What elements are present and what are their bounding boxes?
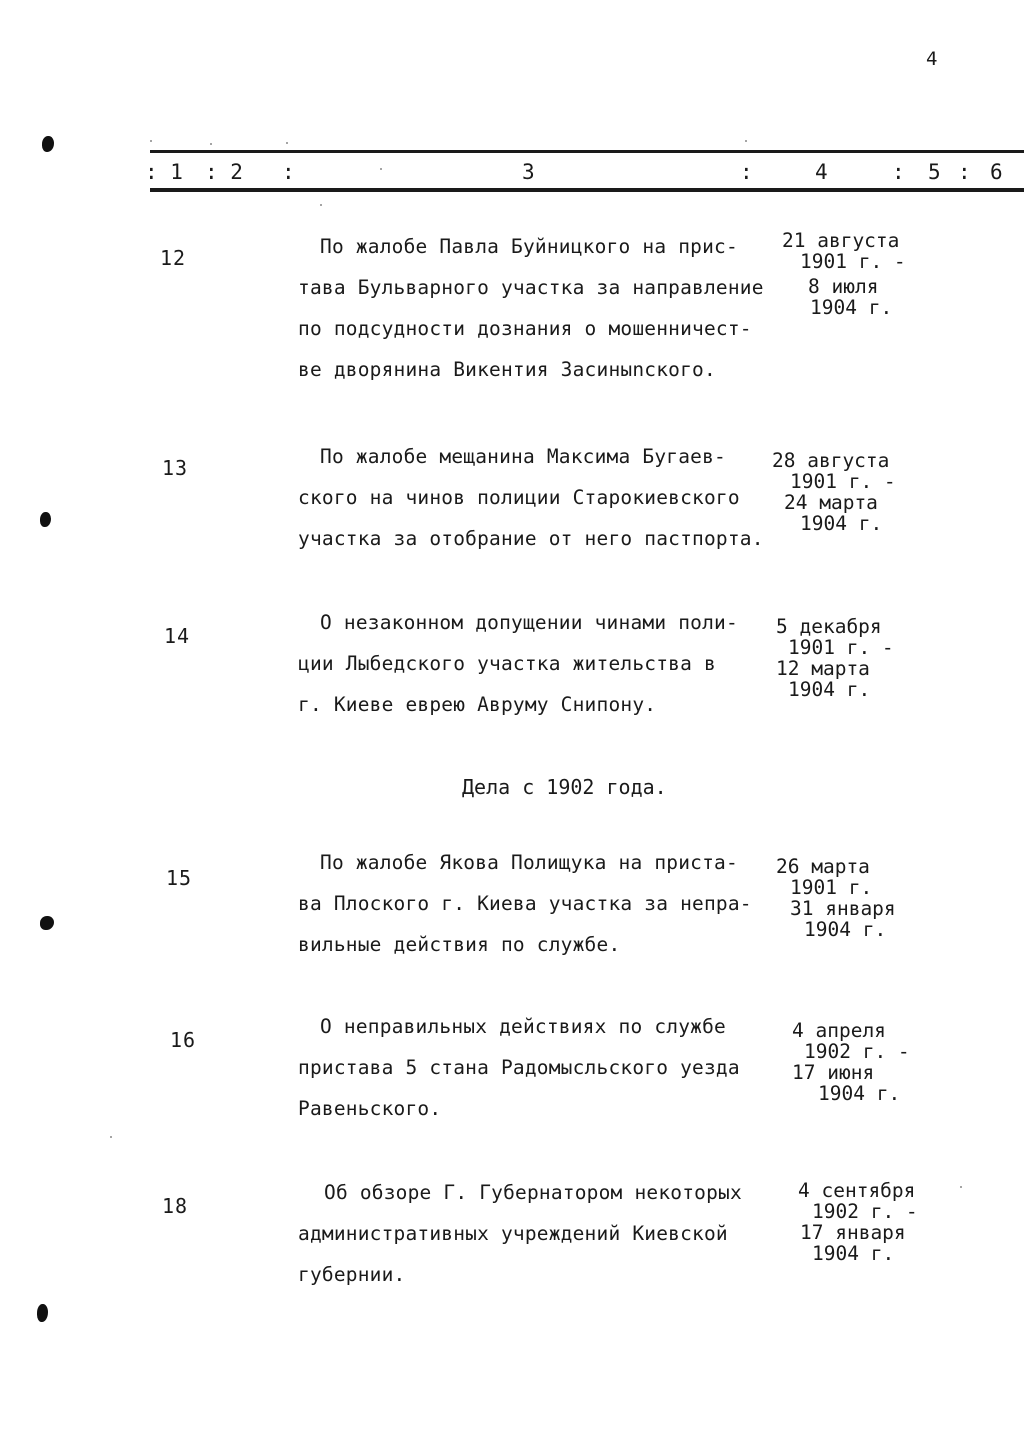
binding-hole-mark xyxy=(42,136,54,152)
description-line: По жалобе Якова Полищука на приста- xyxy=(320,851,738,874)
scan-speck xyxy=(210,143,212,145)
column-separator: : xyxy=(892,160,905,184)
entry-number: 13 xyxy=(162,456,189,480)
entry-dates xyxy=(776,616,894,700)
description-line: ве дворянина Викентия Засиныnского. xyxy=(298,358,716,381)
date-start-day: 5 декабря xyxy=(776,615,882,638)
date-start-year: 1901 г. xyxy=(790,876,873,899)
date-end-year: 1904 г. xyxy=(788,678,871,701)
scan-speck xyxy=(380,168,382,170)
column-separator: : xyxy=(282,160,295,184)
date-end-day: 24 марта xyxy=(784,491,878,514)
description-line: ва Плоского г. Киева участка за непра- xyxy=(298,892,752,915)
description-line: пристава 5 стана Радомысльского уезда xyxy=(298,1056,740,1079)
entry-dates xyxy=(782,230,906,318)
entry-description xyxy=(298,1172,778,1295)
binding-hole-mark xyxy=(40,916,54,930)
description-line: О неправильных действиях по службе xyxy=(320,1015,726,1038)
date-start-year: 1902 г. - xyxy=(804,1040,910,1063)
header-rule-bottom xyxy=(150,188,1024,192)
binding-hole-mark xyxy=(40,512,51,527)
entry-description xyxy=(298,436,778,559)
entry-number: 14 xyxy=(164,624,191,648)
date-start-year: 1902 г. - xyxy=(812,1200,918,1223)
scan-speck xyxy=(110,1136,112,1138)
entry-description xyxy=(298,226,778,390)
description-line: По жалобе Павла Буйницкого на прис- xyxy=(320,235,738,258)
description-line: г. Киеве еврею Авруму Снипону. xyxy=(298,693,657,716)
description-line: Равеньского. xyxy=(298,1097,442,1120)
date-end-year: 1904 г. xyxy=(810,296,893,319)
description-line: Об обзоре Г. Губернатором некоторых xyxy=(324,1181,742,1204)
date-end-day: 31 января xyxy=(790,897,896,920)
date-start-day: 4 апреля xyxy=(792,1019,886,1042)
column-separator: : xyxy=(740,160,753,184)
entry-dates xyxy=(776,856,896,940)
entry-description xyxy=(298,1006,778,1129)
date-end-day: 12 марта xyxy=(776,657,870,680)
entry-number: 18 xyxy=(162,1194,189,1218)
date-start-year: 1901 г. - xyxy=(800,250,906,273)
description-line: вильные действия по службе. xyxy=(298,933,621,956)
entry-description xyxy=(298,842,778,965)
date-end-day: 17 июня xyxy=(792,1061,875,1084)
column-header-6: 6 xyxy=(990,160,1003,184)
scan-speck xyxy=(745,140,747,142)
date-start-year: 1901 г. - xyxy=(788,636,894,659)
date-start-day: 28 августа xyxy=(772,449,890,472)
scan-speck xyxy=(960,1186,962,1188)
column-header-5: 5 xyxy=(928,160,941,184)
scan-speck xyxy=(286,142,288,144)
date-end-year: 1904 г. xyxy=(800,512,883,535)
date-start-day: 26 марта xyxy=(776,855,870,878)
column-header-1: : 1 xyxy=(145,160,183,184)
description-line: тава Бульварного участка за направление xyxy=(298,276,764,299)
entry-dates xyxy=(798,1180,918,1264)
date-end-year: 1904 г. xyxy=(804,918,887,941)
entry-dates xyxy=(792,1020,910,1104)
header-rule-top xyxy=(150,150,1024,153)
scan-speck xyxy=(320,204,322,206)
entry-number: 15 xyxy=(166,866,193,890)
date-end-day: 8 июля xyxy=(808,275,879,298)
column-header-3: 3 xyxy=(522,160,535,184)
description-line: ского на чинов полиции Старокиевского xyxy=(298,486,740,509)
scan-speck xyxy=(150,140,152,142)
description-line: губернии. xyxy=(298,1263,406,1286)
description-line: участка за отобрание от него пастпорта. xyxy=(298,527,764,550)
description-line: О незаконном допущении чинами поли- xyxy=(320,611,738,634)
date-start-day: 4 сентября xyxy=(798,1179,916,1202)
column-header-2: : 2 xyxy=(205,160,243,184)
date-end-year: 1904 г. xyxy=(818,1082,901,1105)
date-end-year: 1904 г. xyxy=(812,1242,895,1265)
description-line: По жалобе мещанина Максима Бугаев- xyxy=(320,445,726,468)
date-start-day: 21 августа xyxy=(782,229,900,252)
description-line: ции Лыбедского участка жительства в xyxy=(298,652,716,675)
entry-description xyxy=(298,602,778,725)
date-start-year: 1901 г. - xyxy=(790,470,896,493)
entry-dates xyxy=(772,450,896,534)
column-separator: : xyxy=(958,160,971,184)
date-end-day: 17 января xyxy=(800,1221,906,1244)
binding-hole-mark xyxy=(37,1304,48,1322)
entry-number: 12 xyxy=(160,246,187,270)
section-heading: Дела с 1902 года. xyxy=(462,775,667,799)
column-header-4: 4 xyxy=(815,160,828,184)
description-line: по подсудности дознания о мошенничест- xyxy=(298,317,752,340)
page-number: 4 xyxy=(926,48,938,70)
entry-number: 16 xyxy=(170,1028,197,1052)
description-line: административных учреждений Киевской xyxy=(298,1222,728,1245)
